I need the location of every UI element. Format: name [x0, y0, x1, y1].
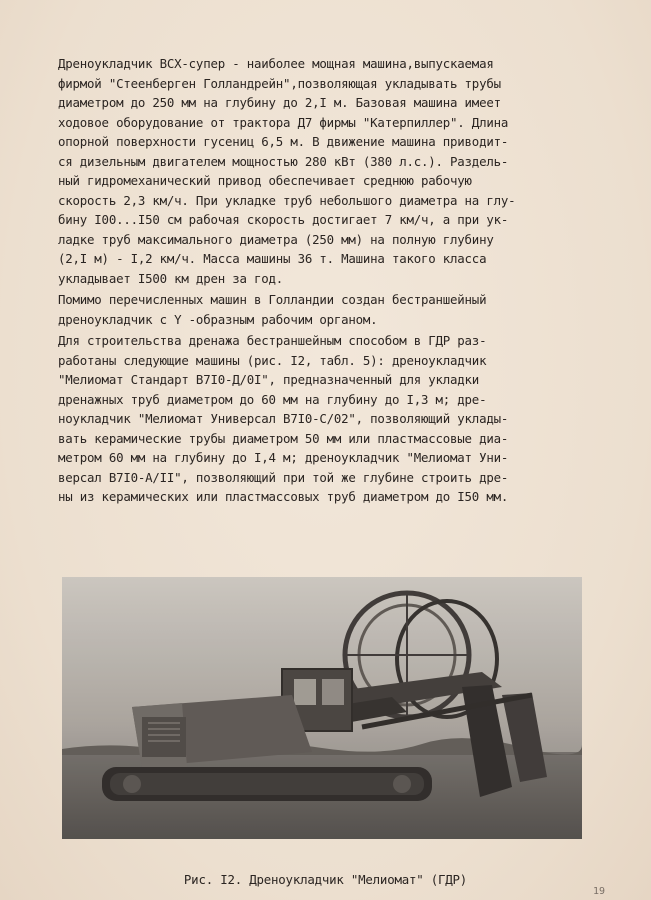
figure-caption: Рис. I2. Дреноукладчик "Мелиомат" (ГДР) — [183, 872, 468, 887]
text-line: дренажных труб диаметром до 60 мм на глубину до I,3 м; дре- — [58, 391, 487, 407]
machine-photo-illustration — [62, 577, 582, 839]
text-line: дреноукладчик с Y -образным рабочим органом. — [58, 311, 378, 327]
page-number: 19 — [592, 886, 605, 897]
text-line: Помимо перечисленных машин в Голландии создан бестраншейный — [58, 292, 487, 307]
text-line: (2,I м) - I,2 км/ч. Масса машины 36 т. Машина такого класса — [58, 251, 487, 266]
text-line: "Мелиомат Стандарт В7I0-Д/0I", предназначенный для укладки — [58, 372, 480, 387]
text-line: ны из керамических или пластмассовых труб диаметром до I50 мм. — [58, 489, 509, 504]
text-line: вать керамические трубы диаметром 50 мм или пластмассовые диа- — [58, 430, 509, 446]
figure-photo-meliomat — [62, 577, 582, 839]
text-line: ноукладчик "Мелиомат Универсал В7I0-С/02", позволяющий уклады- — [58, 411, 509, 426]
text-line: ходовое оборудование от трактора Д7 фирмы "Катерпиллер". Длина — [58, 114, 509, 130]
text-line: работаны следующие машины (рис. I2, табл. 5): дреноукладчик — [58, 352, 487, 368]
text-line: бину I00...I50 см рабочая скорость достигает 7 км/ч, а при ук- — [58, 212, 509, 227]
text-line: ладке труб максимального диаметра (250 мм) на полную глубину — [58, 231, 494, 247]
text-line: фирмой "Стеенберген Голландрейн",позволяющая укладывать трубы — [58, 75, 501, 91]
text-line: ный гидромеханический привод обеспечивает среднюю рабочую — [58, 173, 472, 188]
text-line: ся дизельным двигателем мощностью 280 кВт (380 л.с.). Раздель- — [58, 153, 509, 169]
text-line: метром 60 мм на глубину до I,4 м; дреноукладчик "Мелиомат Уни- — [58, 450, 509, 465]
text-line: Для строительства дренажа бестраншейным способом в ГДР раз- — [58, 333, 487, 348]
text-line: версал В7I0-А/II", позволяющий при той же глубине строить дре- — [58, 469, 509, 485]
text-line: скорость 2,3 км/ч. При укладке труб небольшого диаметра на глу- — [58, 192, 516, 208]
text-line: Дреноукладчик ВСХ-супер - наиболее мощная машина,выпускаемая — [58, 56, 494, 71]
text-line: укладывает I500 км дрен за год. — [58, 270, 284, 286]
paragraph-holland — [58, 290, 598, 329]
text-line: диаметром до 250 мм на глубину до 2,I м. Базовая машина имеет — [58, 95, 501, 110]
paragraph-gdr — [58, 331, 598, 507]
body-text — [58, 54, 598, 507]
paragraph-vsx-super — [58, 54, 598, 288]
text-line: опорной поверхности гусениц 6,5 м. В движение машина приводит- — [58, 134, 509, 149]
